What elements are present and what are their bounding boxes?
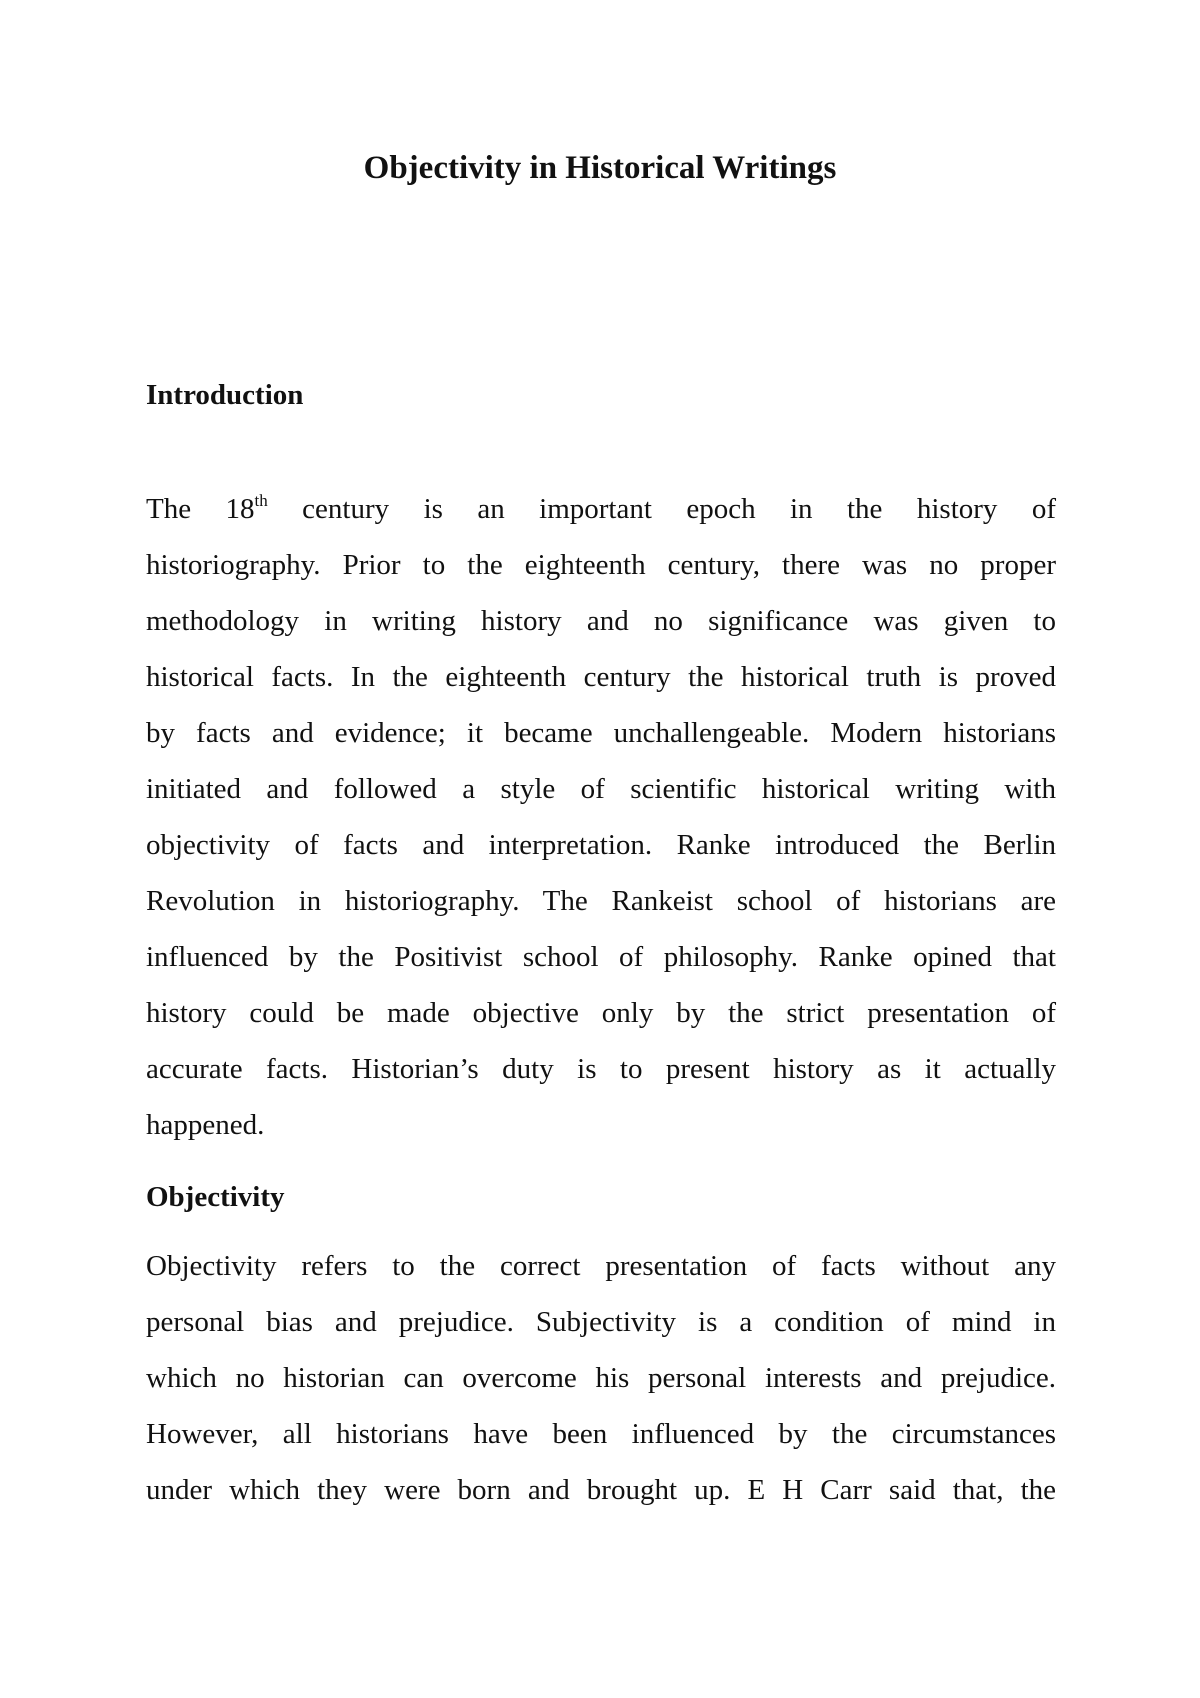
paragraph-line: historical facts. In the eighteenth century the historical truth is proved [146,661,1056,693]
paragraph-line: personal bias and prejudice. Subjectivity is a condition of mind in [146,1306,1056,1338]
paragraph-line: Revolution in historiography. The Rankeist school of historians are [146,885,1056,917]
introduction-paragraph [146,481,1056,1153]
paragraph-line: historiography. Prior to the eighteenth century, there was no proper [146,549,1056,581]
paragraph-line [146,481,1056,537]
paragraph-line: initiated and followed a style of scientific historical writing with [146,773,1056,805]
paragraph-line: under which they were born and brought up. E H Carr said that, the [146,1474,1056,1506]
paragraph-line: by facts and evidence; it became unchallengeable. Modern historians [146,717,1056,749]
section-heading-objectivity: Objectivity [146,1181,285,1213]
document-title: Objectivity in Historical Writings [363,150,837,186]
line-text: The 18 [146,493,255,525]
objectivity-paragraph [146,1238,1056,1518]
superscript-text: th [254,491,268,510]
paragraph-line: influenced by the Positivist school of philosophy. Ranke opined that [146,941,1056,973]
section-heading-introduction: Introduction [146,379,304,411]
paragraph-line: Objectivity refers to the correct presentation of facts without any [146,1250,1056,1282]
paragraph-line: history could be made objective only by the strict presentation of [146,997,1056,1029]
line-text: century is an important epoch in the history of [267,493,1056,525]
paragraph-line: happened. [146,1109,265,1141]
paragraph-line: which no historian can overcome his personal interests and prejudice. [146,1362,1056,1394]
paragraph-line: accurate facts. Historian’s duty is to present history as it actually [146,1053,1056,1085]
paragraph-line: However, all historians have been influenced by the circumstances [146,1418,1056,1450]
paragraph-line: objectivity of facts and interpretation. Ranke introduced the Berlin [146,829,1056,861]
paragraph-line: methodology in writing history and no significance was given to [146,605,1056,637]
